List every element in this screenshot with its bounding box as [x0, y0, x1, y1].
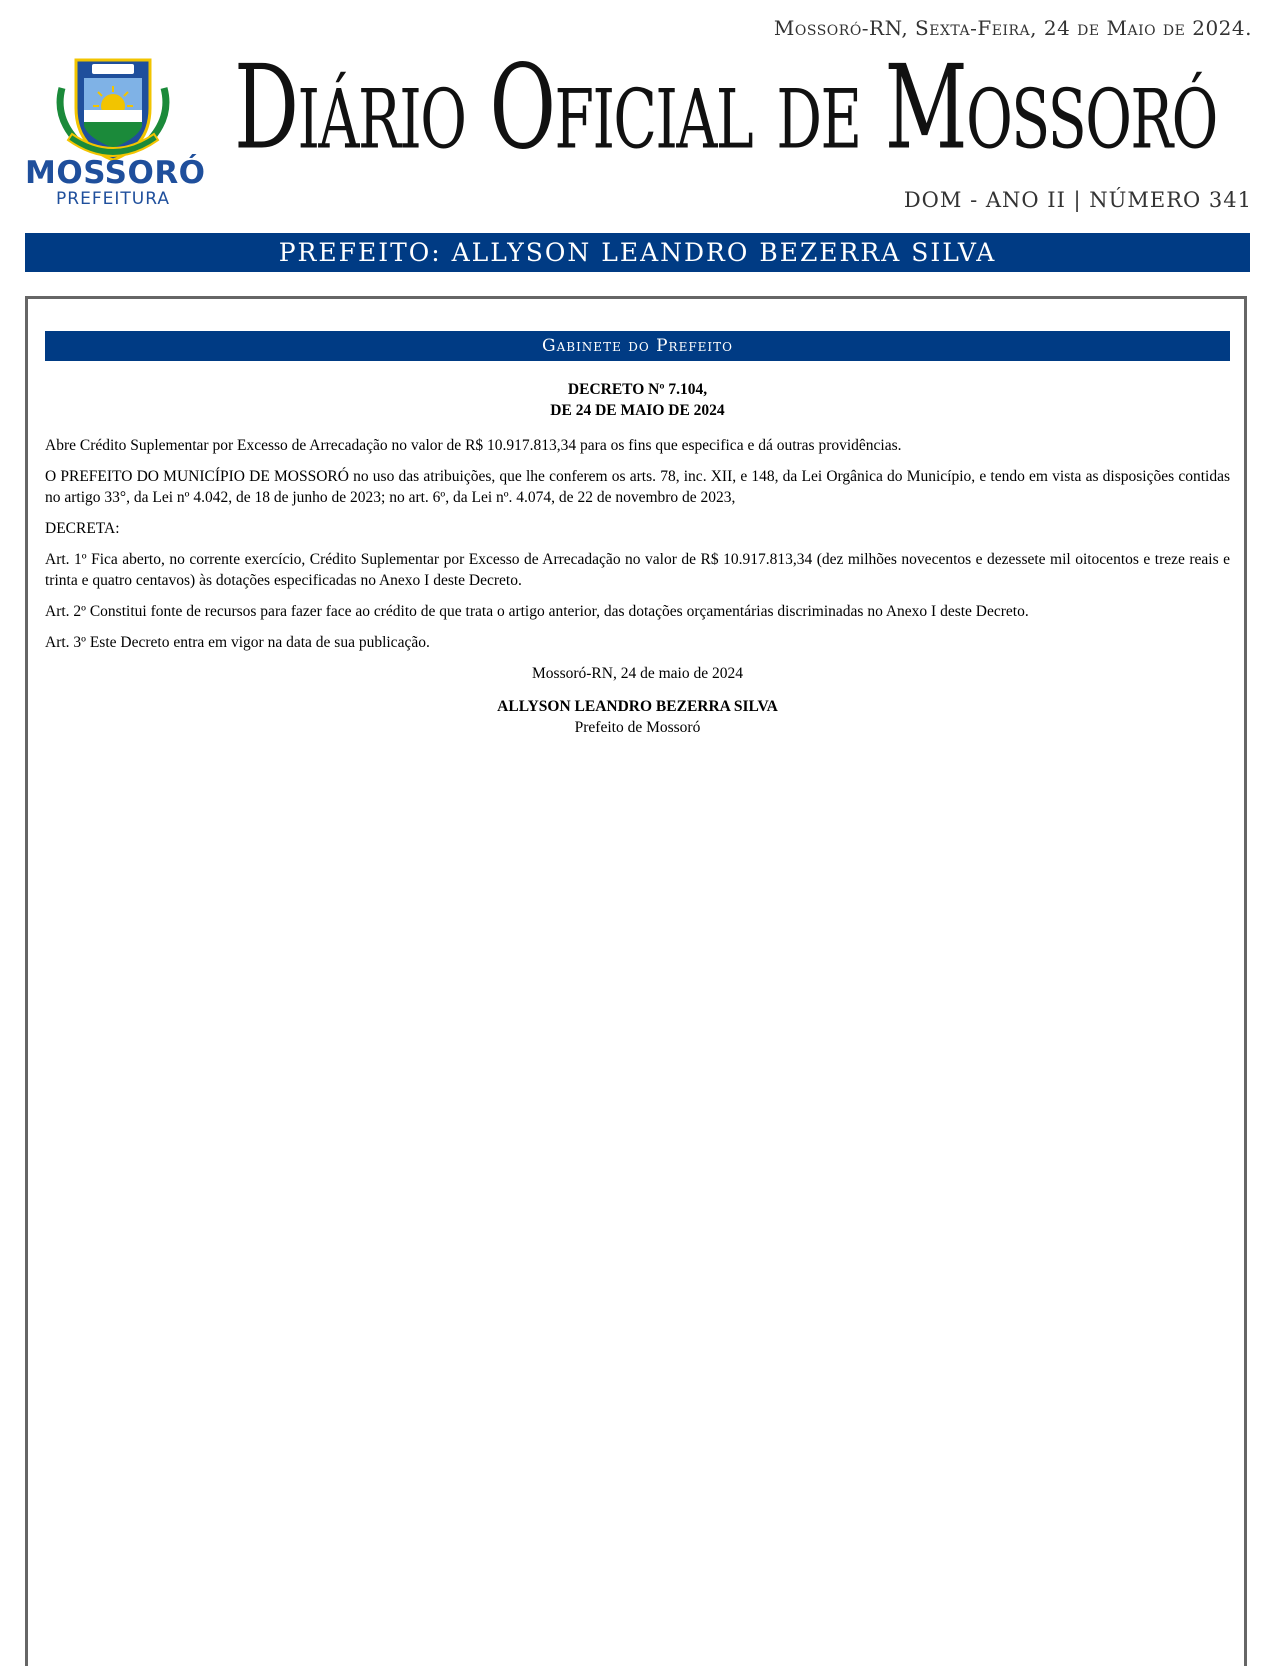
header-date: Mossoró-RN, Sexta-Feira, 24 de Maio de 2024. — [773, 16, 1252, 40]
signature-block — [45, 696, 1230, 738]
article-1: Art. 1º Fica aberto, no corrente exercício, Crédito Suplementar por Excesso de Arrecadação no valor de R$ 10.917.813,34 (dez milhões novecentos e dezessete mil oitocentos e treze reais e trinta e quatro centavos) às dotações especificadas no Anexo I deste Decreto. — [45, 551, 1230, 589]
logo-subtitle: PREFEITURA — [56, 189, 170, 209]
decree-title — [45, 379, 1230, 421]
coat-of-arms-icon — [54, 48, 172, 168]
decree-decreta: DECRETA: — [45, 520, 120, 537]
place-date: Mossoró-RN, 24 de maio de 2024 — [532, 665, 743, 682]
decree-title-line2: DE 24 DE MAIO DE 2024 — [550, 402, 725, 419]
decree-summary: Abre Crédito Suplementar por Excesso de Arrecadação no valor de R$ 10.917.813,34 para os fins que especifica e dá outras providências. — [45, 437, 902, 454]
decree-document — [45, 379, 1230, 738]
article-2: Art. 2º Constitui fonte de recursos para fazer face ao crédito de que trata o artigo anterior, das dotações orçamentárias discriminadas no Anexo I deste Decreto. — [45, 603, 1029, 620]
decree-preamble: O PREFEITO DO MUNICÍPIO DE MOSSORÓ no uso das atribuições, que lhe conferem os arts. 78, inc. XII, e 148, da Lei Orgânica do Município, e tendo em vista as disposições contidas no artigo 33°, da Lei nº 4.042, de 18 de junho de 2023; no art. 6º, da Lei nº. 4.074, de 22 de novembro de 2023, — [45, 468, 1230, 506]
logo-name: MOSSORÓ — [25, 155, 206, 191]
edition-number: DOM - ANO II | NÚMERO 341 — [903, 188, 1252, 212]
mayor-banner: PREFEITO: ALLYSON LEANDRO BEZERRA SILVA — [25, 233, 1250, 272]
content-frame — [25, 296, 1247, 1666]
signatory-name: ALLYSON LEANDRO BEZERRA SILVA — [497, 698, 778, 715]
decree-title-line1: DECRETO Nº 7.104, — [567, 381, 708, 398]
prefeitura-logo — [25, 48, 206, 209]
section-title: Gabinete do Prefeito — [45, 331, 1230, 361]
masthead-title: Diário Oficial de Mossoró — [234, 38, 1217, 176]
article-3: Art. 3º Este Decreto entra em vigor na data de sua publicação. — [45, 634, 430, 651]
signatory-role: Prefeito de Mossoró — [574, 719, 701, 736]
